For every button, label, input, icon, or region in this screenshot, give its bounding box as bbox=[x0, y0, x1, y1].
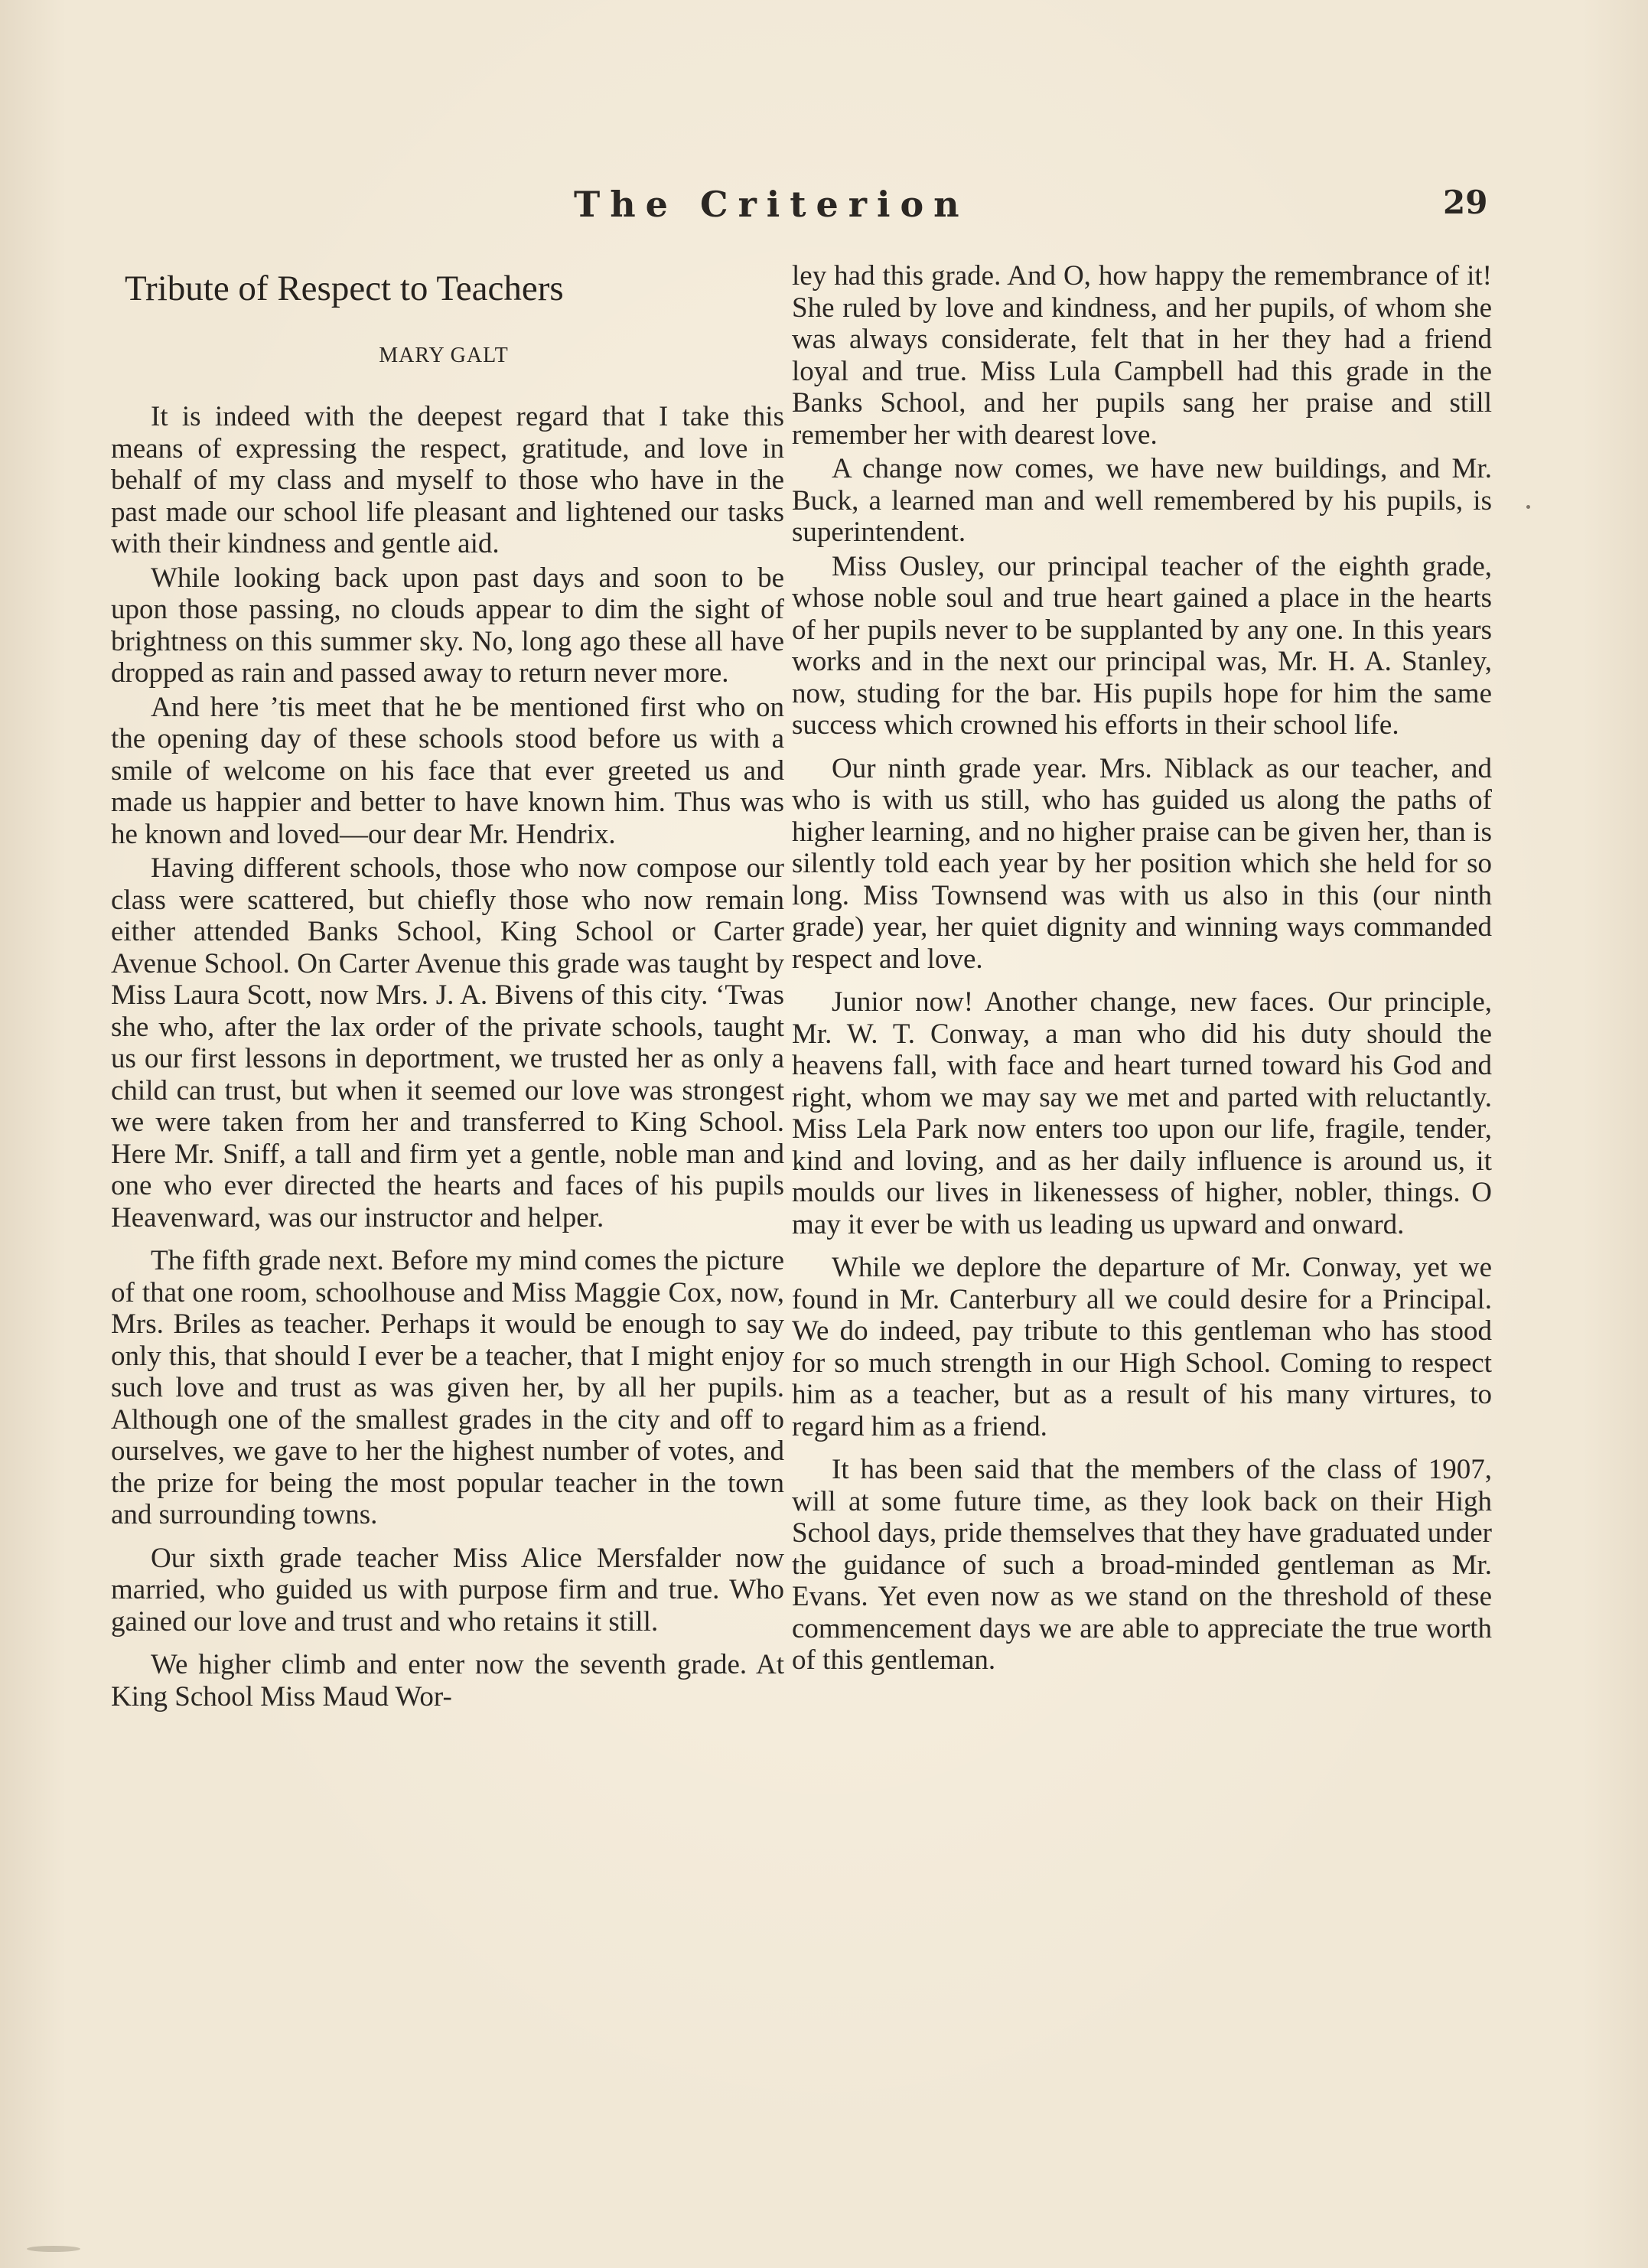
paragraph: A change now comes, we have new buildings, and Mr. Buck, a learned man and well remembered by his pupils, is superintendent. bbox=[792, 453, 1492, 548]
paragraph: It is indeed with the deepest regard that I take this means of expressing the respect, gratitude, and love in behalf of my class and myself to those who have in the past made our school life pleasant and lightened our tasks with their kindness and gentle aid. bbox=[111, 401, 784, 559]
ink-speck bbox=[1526, 505, 1530, 509]
paragraph: Our ninth grade year. Mrs. Niblack as our teacher, and who is with us still, who has guided us along the paths of higher learning, and no higher praise can be given her, than is silently told each year by her position which she held for so long. Miss Townsend was with us also in this (our ninth grade) year, her quiet dignity and winning ways commanded respect and love. bbox=[792, 752, 1492, 975]
paragraph: And here ’tis meet that he be mentioned first who on the opening day of these schools stood before us with a smile of welcome on his face that ever greeted us and made us happier and better to have known him. Thus was he known and loved—our dear Mr. Hendrix. bbox=[111, 691, 784, 850]
page-number: 29 bbox=[1443, 184, 1488, 221]
paragraph: ley had this grade. And O, how happy the remembrance of it! She ruled by love and kindness, and her pupils, of whom she was always considerate, felt that in her they had a friend loyal and true. Miss Lula Campbell had this grade in the Banks School, and her pupils sang her praise and still remember her with dearest love. bbox=[792, 260, 1492, 451]
paragraph: Our sixth grade teacher Miss Alice Mersfalder now married, who guided us with purpose firm and true. Who gained our love and trust and who retains it still. bbox=[111, 1542, 784, 1637]
paragraph: The fifth grade next. Before my mind comes the picture of that one room, schoolhouse and Miss Maggie Cox, now, Mrs. Briles as teacher. Perhaps it would be enough to say only this, that should I ever be a teacher, that I might enjoy such love and trust as was given her, by all her pupils. Although one of the smallest grades in the city and off to ourselves, we gave to her the highest number of votes, and the prize for being the most popular teacher in the town and surrounding towns. bbox=[111, 1245, 784, 1530]
paragraph: Junior now! Another change, new faces. Our principle, Mr. W. T. Conway, a man who did his duty should the heavens fall, with face and heart turned toward his God and right, whom we may say we met and parted with reluctantly. Miss Lela Park now enters too upon our life, fragile, tender, kind and loving, and as her daily influence is around us, it moulds our lives in likenessess of higher, nobler, things. O may it ever be with us leading us upward and onward. bbox=[792, 986, 1492, 1240]
paragraph: While we deplore the departure of Mr. Conway, yet we found in Mr. Canterbury all we could desire for a Principal. We do indeed, pay tribute to this gentleman who has stood for so much strength in our High School. Coming to respect him as a teacher, but as a result of his many virtures, to regard him as a friend. bbox=[792, 1252, 1492, 1442]
right-column bbox=[792, 260, 1492, 1677]
author-byline: MARY GALT bbox=[379, 344, 509, 367]
paper-mark bbox=[27, 2246, 80, 2252]
article-title: Tribute of Respect to Teachers bbox=[125, 269, 564, 308]
paragraph: While looking back upon past days and soon to be upon those passing, no clouds appear to dim the sight of brightness on this summer sky. No, long ago these all have dropped as rain and passed away to return never more. bbox=[111, 562, 784, 689]
paragraph: Miss Ousley, our principal teacher of the eighth grade, whose noble soul and true heart gained a place in the hearts of her pupils never to be supplanted by any one. In this years works and in the next our principal was, Mr. H. A. Stanley, now, studing for the bar. His pupils hope for him the same success which crowned his efforts in their school life. bbox=[792, 550, 1492, 741]
paragraph: We higher climb and enter now the seventh grade. At King School Miss Maud Wor- bbox=[111, 1649, 784, 1712]
paragraph: Having different schools, those who now compose our class were scattered, but chiefly those who now remain either attended Banks School, King School or Carter Avenue School. On Carter Avenue this grade was taught by Miss Laura Scott, now Mrs. J. A. Bivens of this city. ‘Twas she who, after the lax order of the private schools, taught us our first lessons in deportment, we trusted her as only a child can trust, but when it seemed our love was strongest we were taken from her and transferred to King School. Here Mr. Sniff, a tall and firm yet a gentle, noble man and one who ever directed the hearts and faces of his pupils Heavenward, was our instructor and helper. bbox=[111, 852, 784, 1233]
paragraph: It has been said that the members of the class of 1907, will at some future time, as they look back on their High School days, pride themselves that they have graduated under the guidance of such a broad-minded gentleman as Mr. Evans. Yet even now as we stand on the threshold of these commencement days we are able to appreciate the true worth of this gentleman. bbox=[792, 1454, 1492, 1676]
left-column bbox=[111, 260, 784, 1712]
running-title: The Criterion bbox=[574, 184, 969, 225]
running-header bbox=[0, 184, 1648, 237]
